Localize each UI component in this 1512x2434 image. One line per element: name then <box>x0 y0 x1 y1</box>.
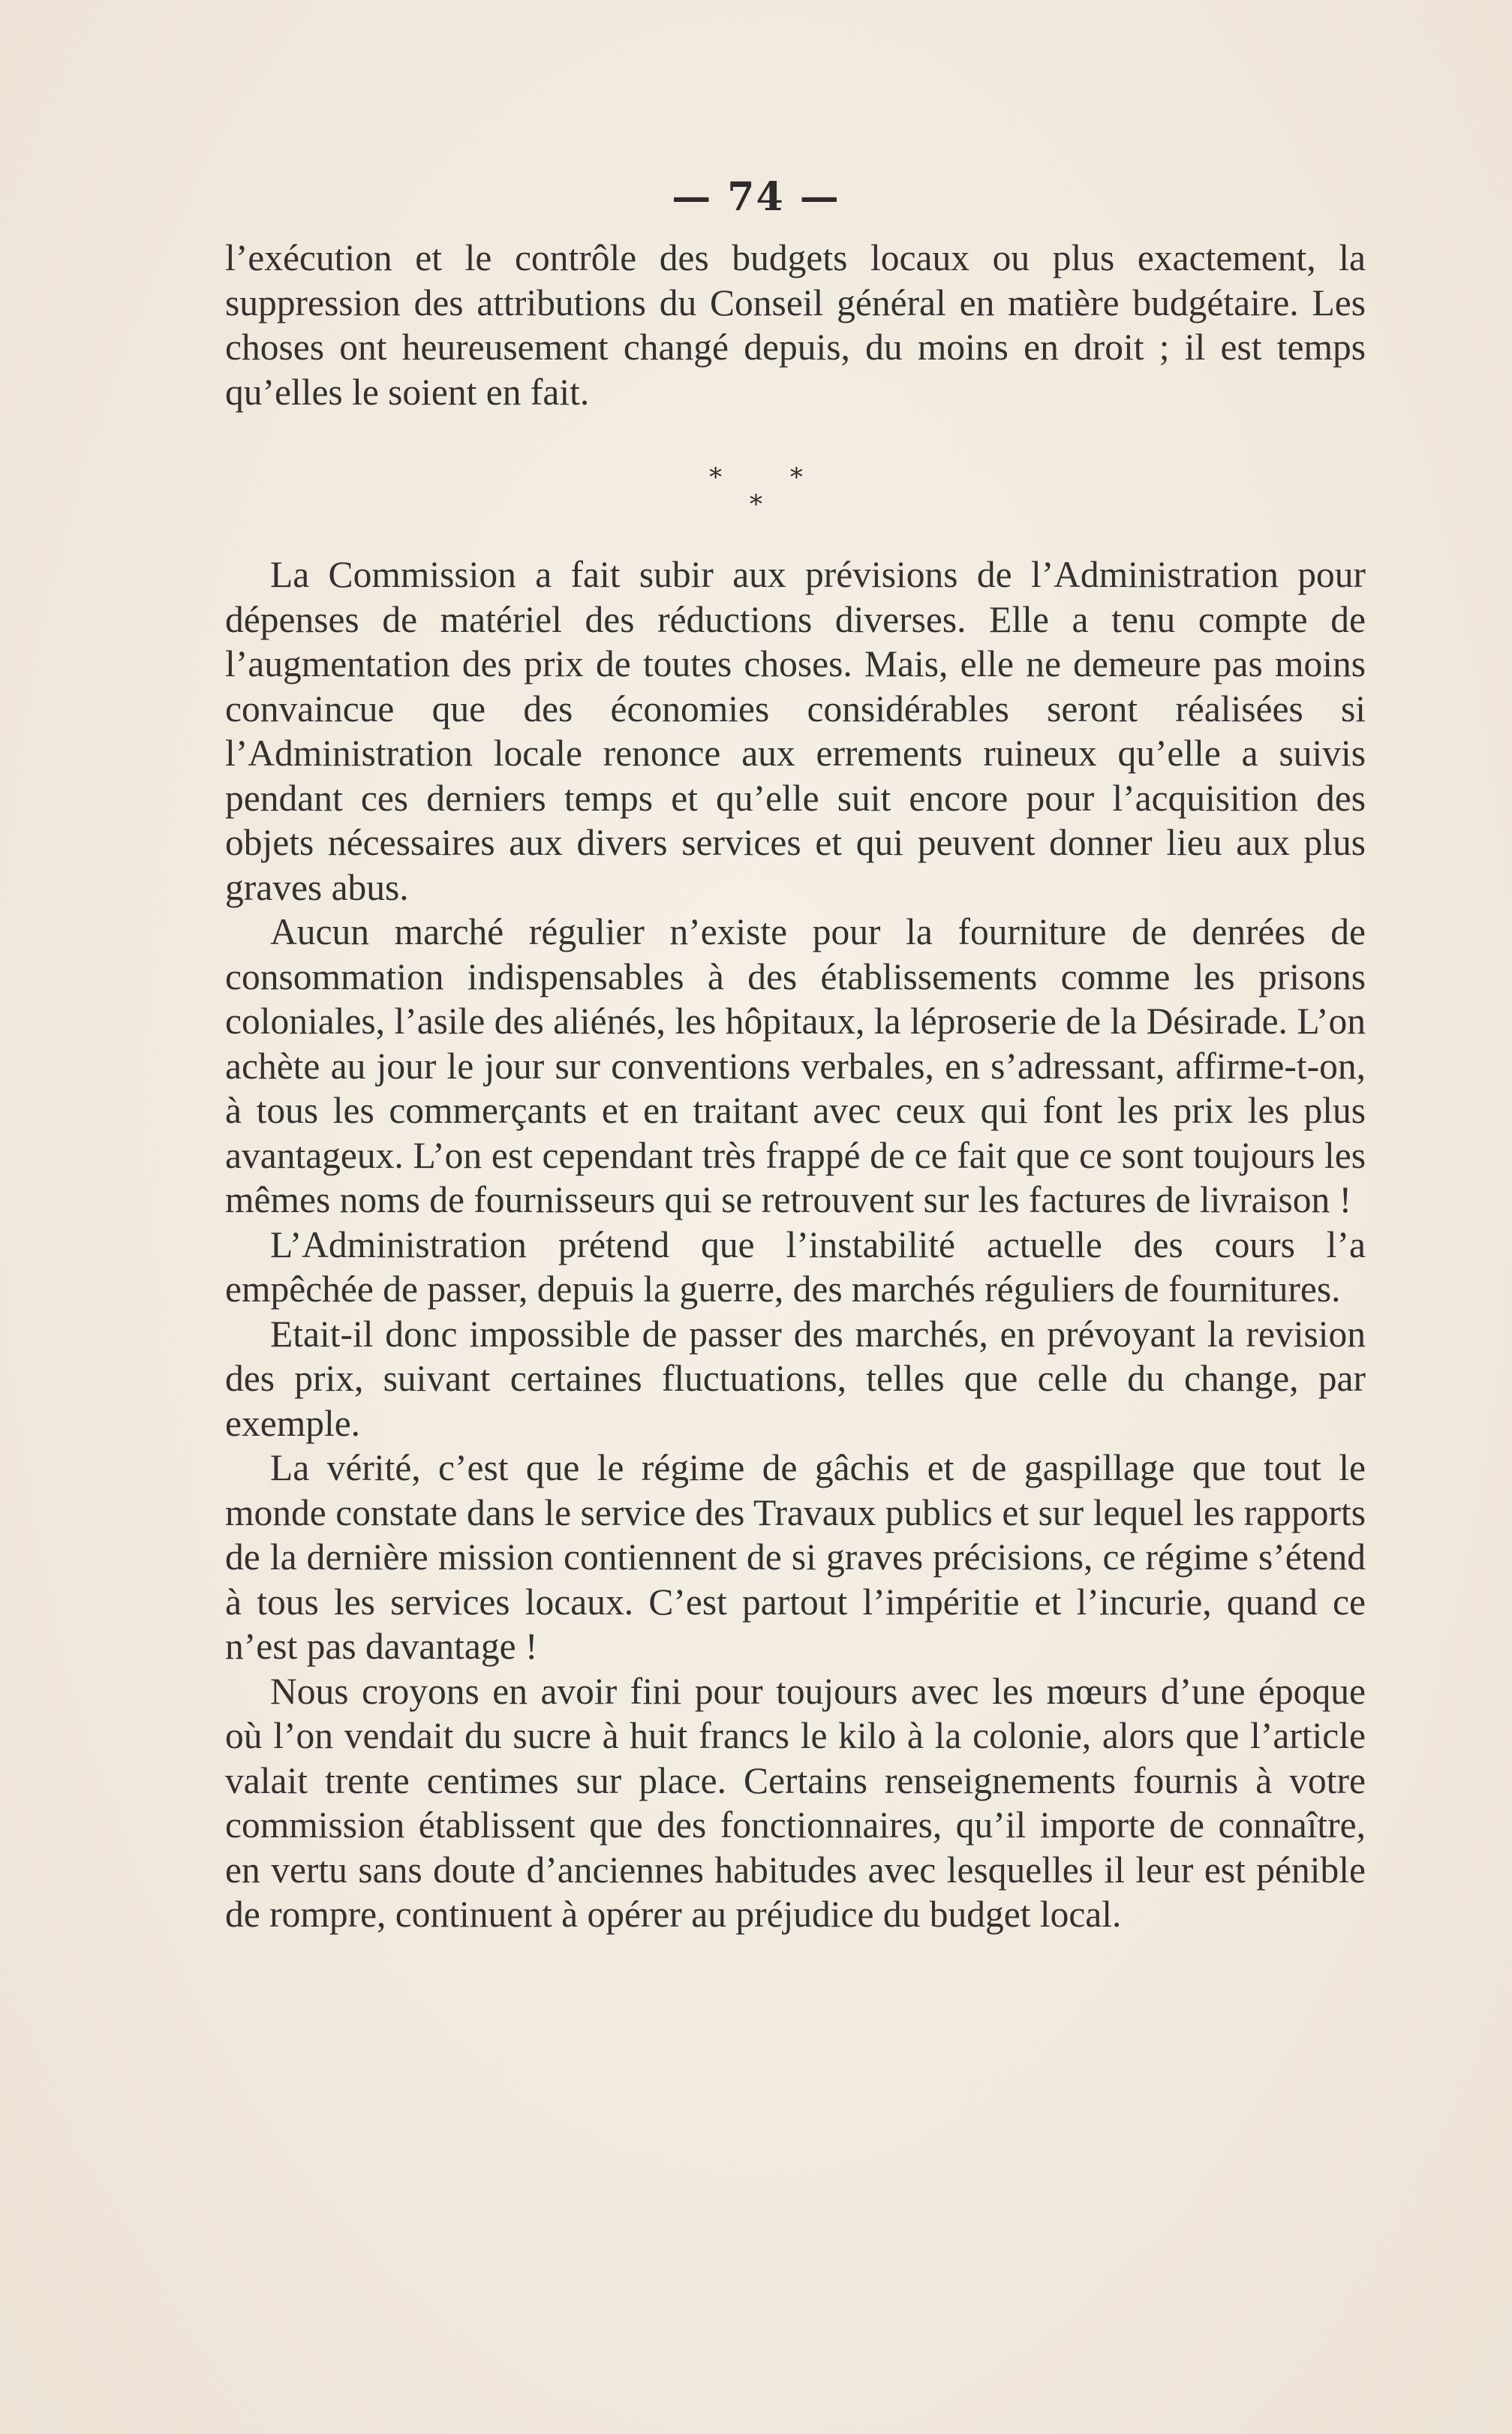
paragraph-etait-il: Etait-il donc impossible de passer des marchés, en prévoyant la revision des prix, suivant certaines fluctuations, telles que celle du change, par exemple. <box>225 1313 1366 1444</box>
page-number: — 74 — <box>672 174 840 220</box>
asterism-top: * * <box>709 462 833 492</box>
paragraph-verite: La vérité, c’est que le régime de gâchis et de gaspillage que tout le monde constate dans le service des Travaux publics et sur lequel les rapports de la dernière mission contiennent de si graves précisions, ce régime s’étend à tous les services locaux. C’est partout l’impéritie et l’incurie, quand ce n’est pas davantage ! <box>225 1447 1366 1667</box>
opening-text-block <box>225 236 1366 414</box>
paragraph-administration: L’Administration prétend que l’instabilité actuelle des cours l’a empêchée de passer, depuis la guerre, des marchés réguliers de fournitures. <box>225 1223 1366 1310</box>
asterism-bottom: * <box>750 489 762 519</box>
opening-paragraph: l’exécution et le contrôle des budgets locaux ou plus exactement, la suppression des attributions du Conseil général en matière budgétaire. Les choses ont heureusement changé depuis, du moins en droit ; il est temps qu’elles le soient en fait. <box>225 237 1366 413</box>
paragraph-nous-croyons: Nous croyons en avoir fini pour toujours avec les mœurs d’une époque où l’on vendait du sucre à huit francs le kilo à la colonie, alors que l’article valait trente centimes sur place. Certains renseignements fournis à votre commission établissent que des fonctionnaires, qu’il importe de connaître, en vertu sans doute d’anciennes habitudes avec lesquelles il leur est pénible de rompre, continuent à opérer au préjudice du budget local. <box>225 1670 1366 1935</box>
paragraph-commission: La Commission a fait subir aux prévisions de l’Administration pour dépenses de matériel des réductions diverses. Elle a tenu compte de l’augmentation des prix de toutes choses. Mais, elle ne demeure pas moins convaincue que des économies considérables seront réalisées si l’Administration locale renonce aux errements ruineux qu’elle a suivis pendant ces derniers temps et qu’elle suit encore pour l’acquisition des objets nécessaires aux divers services et qui peuvent donner lieu aux plus graves abus. <box>225 554 1366 908</box>
paragraph-marche: Aucun marché régulier n’existe pour la fourniture de denrées de consommation indispensables à des établissements comme les prisons coloniales, l’asile des aliénés, les hôpitaux, la léproserie de la Désirade. L’on achète au jour le jour sur conventions verbales, en s’adressant, affirme-t-on, à tous les commerçants et en traitant avec ceux qui font les prix les plus avantageux. L’on est cependant très frappé de ce fait que ce sont toujours les mêmes noms de fournisseurs qui se retrouvent sur les factures de livraison ! <box>225 911 1366 1220</box>
main-text-block <box>225 552 1366 1937</box>
